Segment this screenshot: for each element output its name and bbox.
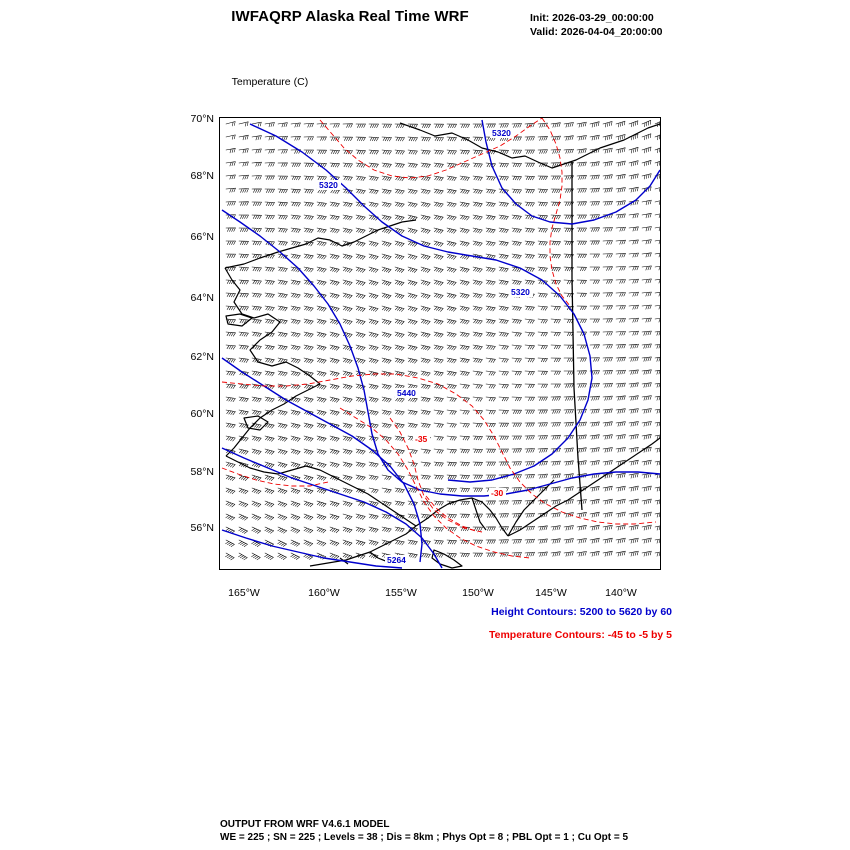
x-tick-145W: 145°W <box>535 587 567 599</box>
svg-text:5440: 5440 <box>397 388 416 398</box>
y-tick-70N: 70°N <box>190 113 214 125</box>
y-tick-64N: 64°N <box>190 292 214 304</box>
page-title: IWFAQRP Alaska Real Time WRF <box>231 8 469 25</box>
svg-text:5320: 5320 <box>511 287 530 297</box>
footer-line-2: WE = 225 ; SN = 225 ; Levels = 38 ; Dis = 8km ; Phys Opt = 8 ; PBL Opt = 1 ; Cu Opt = 5 <box>220 832 629 843</box>
svg-text:5264: 5264 <box>387 555 406 565</box>
legend-label-temperature: Temperature <box>231 75 291 88</box>
y-tick-58N: 58°N <box>190 466 214 478</box>
y-tick-62N: 62°N <box>190 351 214 363</box>
valid-time-label: Valid: 2026-04-04_20:00:00 <box>530 26 663 38</box>
y-tick-60N: 60°N <box>190 408 214 420</box>
y-tick-66N: 66°N <box>190 231 214 243</box>
temperature-contour-caption: Temperature Contours: -45 to -5 by 5 <box>488 629 672 641</box>
x-tick-165W: 165°W <box>228 587 260 599</box>
x-tick-150W: 150°W <box>462 587 494 599</box>
x-tick-140W: 140°W <box>605 587 637 599</box>
svg-text:5320: 5320 <box>319 180 338 190</box>
init-time-label: Init: 2026-03-29_00:00:00 <box>530 12 654 24</box>
svg-text:-35: -35 <box>415 434 428 444</box>
svg-text:5320: 5320 <box>492 128 511 138</box>
height-contour-caption: Height Contours: 5200 to 5620 by 60 <box>491 606 672 618</box>
svg-text:-30: -30 <box>491 488 504 498</box>
x-tick-155W: 155°W <box>385 587 417 599</box>
y-tick-56N: 56°N <box>190 522 214 534</box>
y-tick-68N: 68°N <box>190 170 214 182</box>
x-tick-160W: 160°W <box>308 587 340 599</box>
model-output-footer <box>220 818 628 844</box>
footer-line-1: OUTPUT FROM WRF V4.6.1 MODEL <box>220 819 390 830</box>
legend-unit-temperature: (C) <box>293 75 309 88</box>
